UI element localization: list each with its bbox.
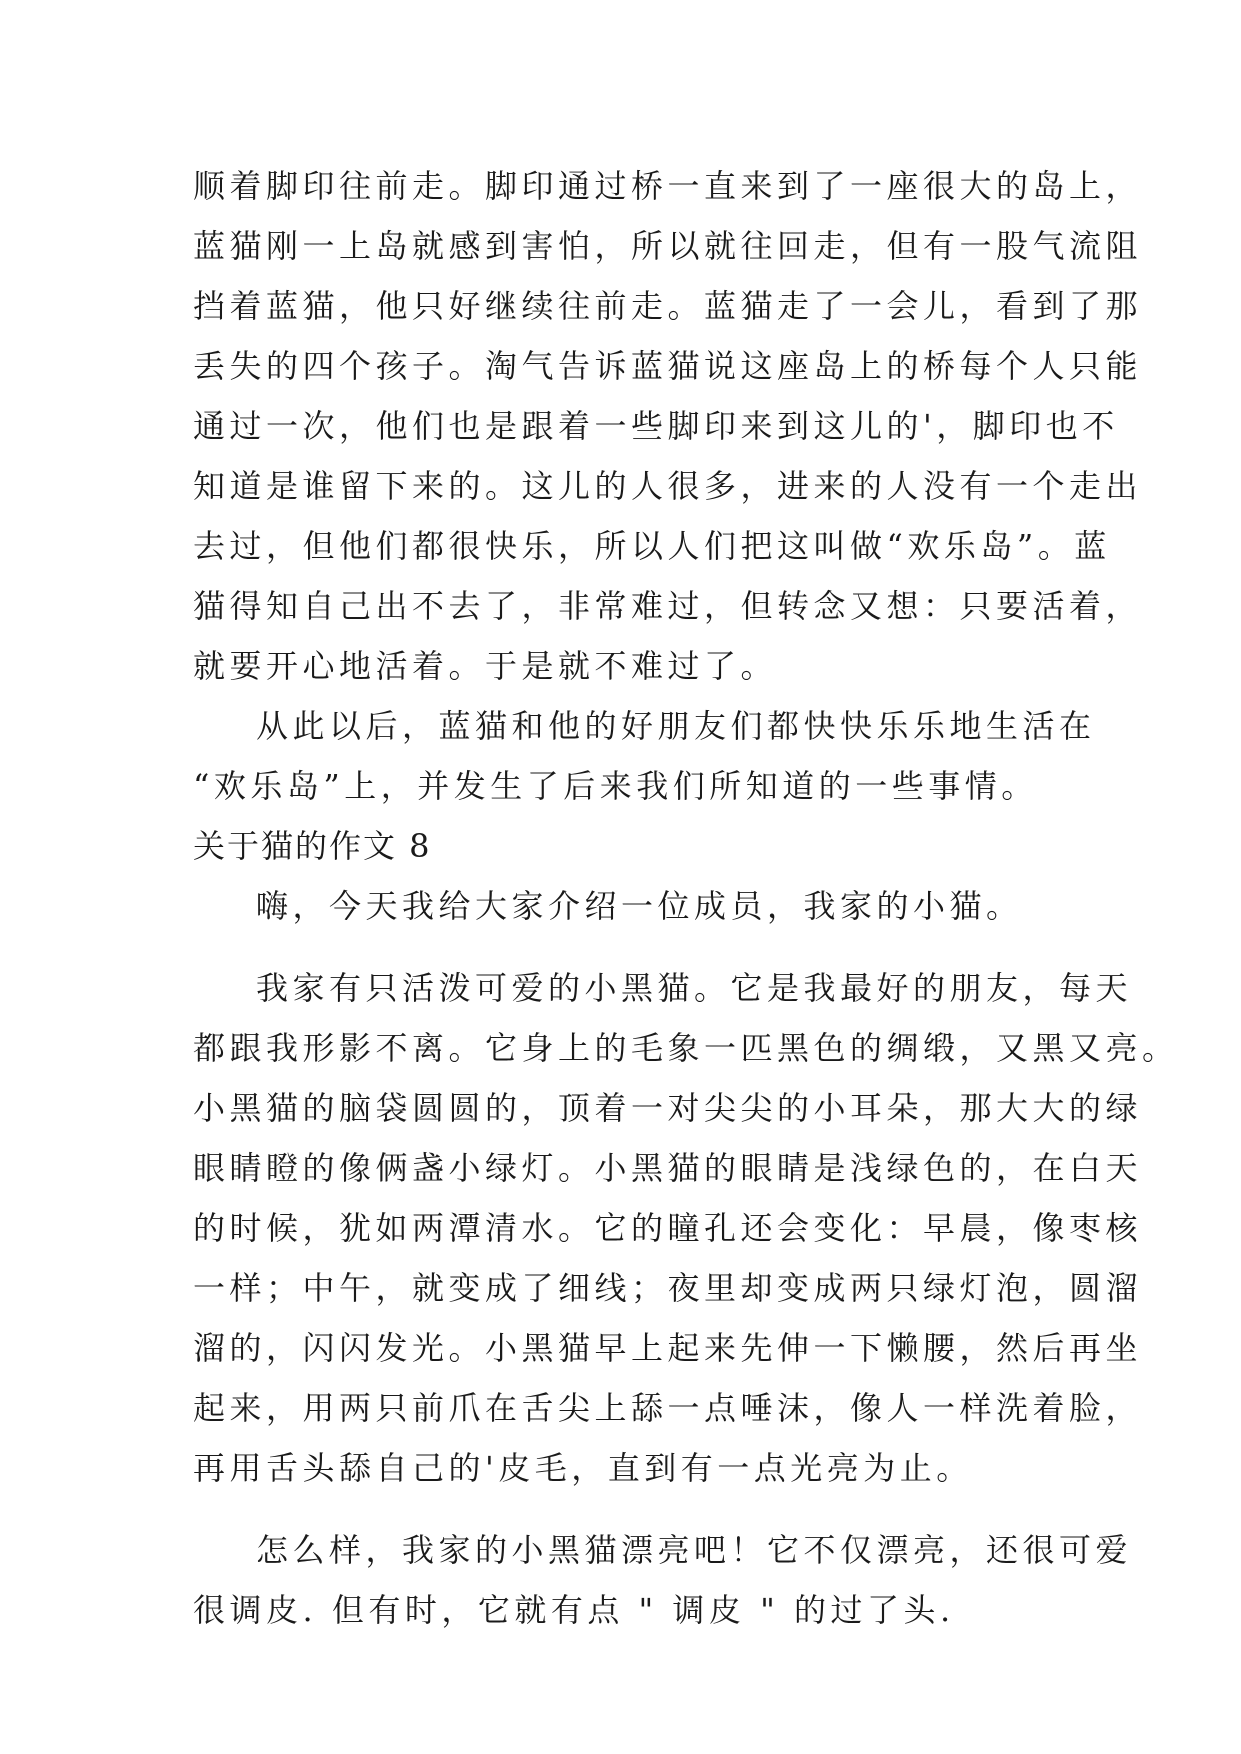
text-line: 知道是谁留下来的。这儿的人很多，进来的人没有一个走出 — [193, 467, 1143, 505]
section-heading: 关于猫的作文 8 — [193, 827, 432, 865]
paragraph-gap — [193, 936, 1053, 958]
text-line: 小黑猫的脑袋圆圆的，顶着一对尖尖的小耳朵，那大大的绿 — [193, 1089, 1143, 1127]
paragraph-intro — [193, 876, 1053, 936]
text-line: 就要开心地活着。于是就不难过了。 — [193, 647, 778, 685]
paragraph-conclusion — [193, 696, 1096, 816]
paragraph-story-end — [193, 156, 1143, 696]
text-line: 再用舌头舔自己的'皮毛，直到有一点光亮为止。 — [193, 1449, 973, 1487]
paragraph-gap — [193, 1498, 1053, 1520]
text-line: 顺着脚印往前走。脚印通过桥一直来到了一座很大的岛上， — [193, 167, 1143, 205]
text-line: 一样；中午，就变成了细线；夜里却变成两只绿灯泡，圆溜 — [193, 1269, 1143, 1307]
text-line: 嗨，今天我给大家介绍一位成员，我家的小猫。 — [256, 887, 1023, 925]
text-line: 怎么样，我家的小黑猫漂亮吧！它不仅漂亮，还很可爱 — [256, 1531, 1133, 1569]
text-line: 很调皮. 但有时，它就有点 " 调皮 " 的过了头. — [193, 1591, 955, 1629]
text-line: “欢乐岛”上，并发生了后来我们所知道的一些事情。 — [193, 767, 1038, 805]
document-body — [193, 156, 1179, 1640]
text-line: 丢失的四个孩子。淘气告诉蓝猫说这座岛上的桥每个人只能 — [193, 347, 1143, 385]
paragraph-description — [193, 958, 1179, 1498]
text-line: 溜的，闪闪发光。小黑猫早上起来先伸一下懒腰，然后再坐 — [193, 1329, 1143, 1367]
text-line: 挡着蓝猫，他只好继续往前走。蓝猫走了一会儿，看到了那 — [193, 287, 1143, 325]
text-line: 去过，但他们都很快乐，所以人们把这叫做“欢乐岛”。蓝 — [193, 527, 1111, 565]
text-line: 蓝猫刚一上岛就感到害怕，所以就往回走，但有一股气流阻 — [193, 227, 1143, 265]
text-line: 通过一次，他们也是跟着一些脚印来到这儿的'，脚印也不 — [193, 407, 1119, 445]
text-line: 起来，用两只前爪在舌尖上舔一点唾沫，像人一样洗着脸， — [193, 1389, 1143, 1427]
text-line: 猫得知自己出不去了，非常难过，但转念又想：只要活着， — [193, 587, 1143, 625]
text-line: 从此以后，蓝猫和他的好朋友们都快快乐乐地生活在 — [256, 707, 1096, 745]
text-line: 我家有只活泼可爱的小黑猫。它是我最好的朋友，每天 — [256, 969, 1133, 1007]
text-line: 眼睛瞪的像俩盏小绿灯。小黑猫的眼睛是浅绿色的，在白天 — [193, 1149, 1143, 1187]
paragraph-closing — [193, 1520, 1133, 1640]
text-line: 都跟我形影不离。它身上的毛象一匹黑色的绸缎，又黑又亮。 — [193, 1029, 1179, 1067]
text-line: 的时候，犹如两潭清水。它的瞳孔还会变化：早晨，像枣核 — [193, 1209, 1143, 1247]
